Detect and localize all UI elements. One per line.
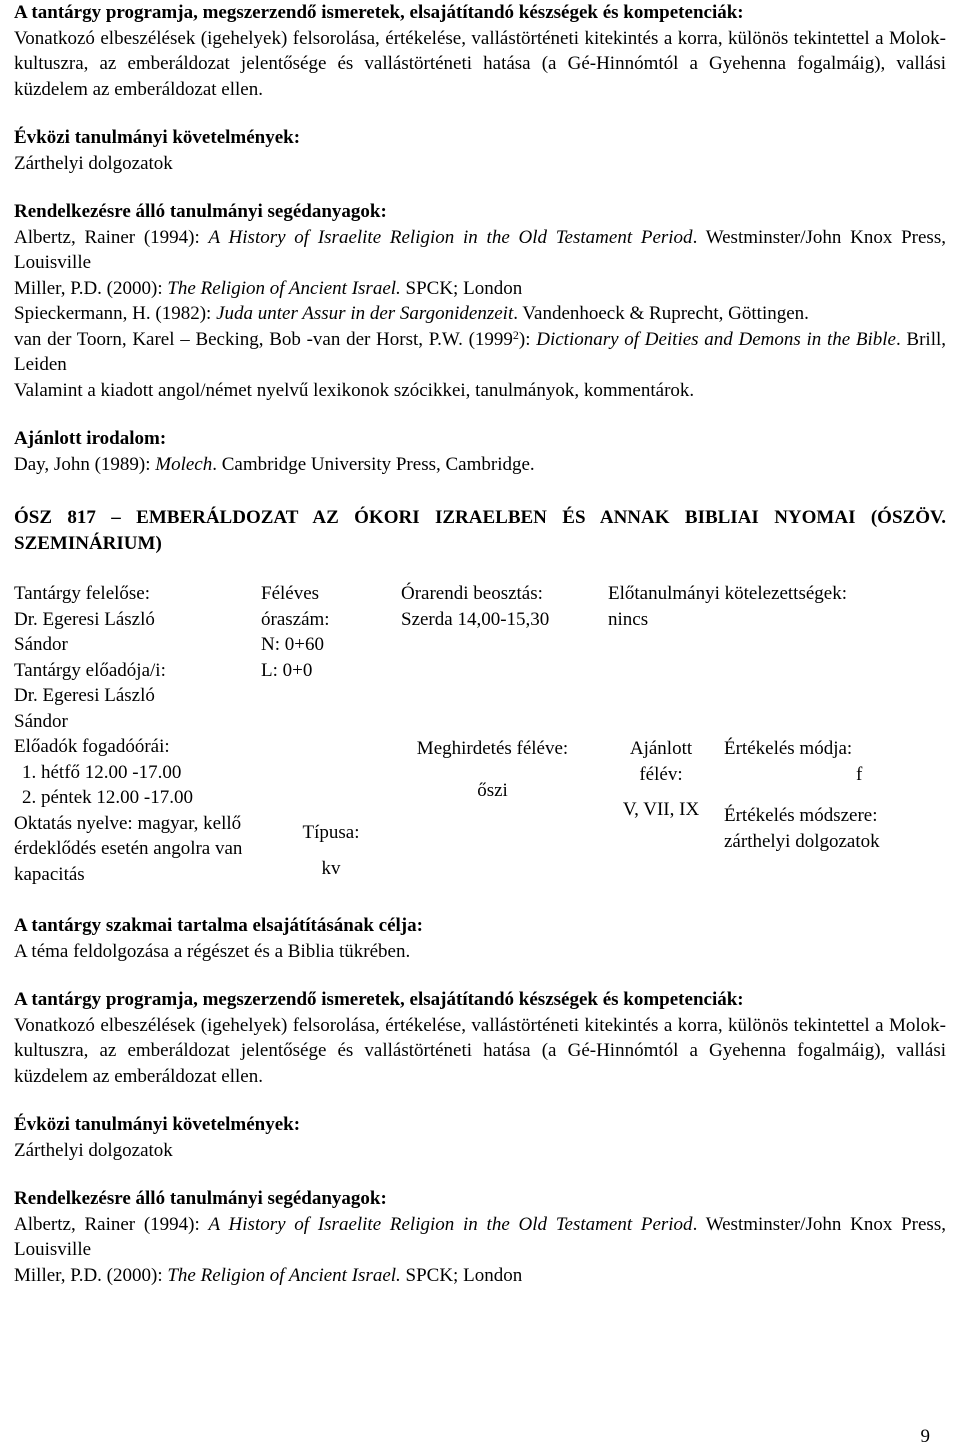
announce-label: Meghirdetés féléve:: [416, 738, 569, 759]
office-hours-1: 1. hétfő 12.00 -17.00: [22, 761, 182, 783]
office-hours-2: 2. péntek 12.00 -17.00: [22, 787, 193, 808]
program-text: Vonatkozó elbeszélések (igehelyek) felsorolása, értékelése, vallástörténeti kitekintés a korra, különös tekintettel a Molok-kultuszra, az emberáldozat jelentősége és vallástörténeti hatása (a Gé-Hinnómtól a Gyehenna fogalmáig), vallási küzdelem az emberáldozat ellen.: [14, 1014, 946, 1087]
program-heading: A tantárgy programja, megszerzendő ismeretek, elsajátítandó készségek és kompetenciák:: [14, 2, 744, 23]
hours-n: N: 0+60: [261, 634, 324, 655]
schedule-value: Szerda 14,00-15,30: [401, 608, 550, 630]
type-value: kv: [321, 857, 341, 879]
document-page: [14, 0, 946, 1288]
hours-l: L: 0+0: [261, 659, 313, 681]
goal-text: A téma feldolgozása a régészet és a Biblia tükrében.: [14, 940, 411, 962]
lecturer-name: Dr. Egeresi László Sándor: [14, 685, 155, 732]
announce-value: őszi: [477, 779, 508, 801]
requirements-heading: Évközi tanulmányi követelmények:: [14, 127, 301, 148]
materials-heading: Rendelkezésre álló tanulmányi segédanyagok:: [14, 1188, 387, 1209]
eval-method-label: Értékelés módszere:: [724, 805, 878, 826]
reference-item: Miller, P.D. (2000): The Religion of Ancient Israel. SPCK; London: [14, 1264, 523, 1286]
prerequisites-label: Előtanulmányi kötelezettségek:: [608, 583, 848, 604]
goal-heading: A tantárgy szakmai tartalma elsajátításának célja:: [14, 915, 423, 936]
reference-item: Albertz, Rainer (1994): A History of Israelite Religion in the Old Testament Period. Westminster/John Knox Press, Louisville: [14, 226, 946, 273]
course-title: ÓSZ 817 – EMBERÁLDOZAT AZ ÓKORI IZRAELBEN ÉS ANNAK BIBLIAI NYOMAI (ÓSZÖV. SZEMINÁRIUM): [14, 507, 946, 554]
reference-item: van der Toorn, Karel – Becking, Bob -van der Horst, P.W. (1999$^2$): Dictionary of Deities and Demons in the Bible. Brill, Leiden: [14, 327, 947, 375]
lecturer-label: Tantárgy előadója/i:: [14, 659, 166, 681]
requirements-text: Zárthelyi dolgozatok: [14, 1139, 173, 1161]
reference-item: Valamint a kiadott angol/német nyelvű lexikonok szócikkei, tanulmányok, kommentárok.: [14, 379, 695, 401]
schedule-label: Órarendi beosztás:: [401, 583, 543, 604]
prerequisites-value: nincs: [608, 608, 649, 630]
hours-label: Féléves óraszám:: [261, 583, 330, 630]
reference-item: Spieckermann, H. (1982): Juda unter Assur in der Sargonidenzeit. Vandenhoeck & Ruprecht, Göttingen.: [14, 303, 809, 324]
program-heading: A tantárgy programja, megszerzendő ismeretek, elsajátítandó készségek és kompetenciák:: [14, 989, 744, 1010]
recommended-semester-value: V, VII, IX: [622, 799, 700, 820]
responsible-name: Dr. Egeresi László Sándor: [14, 608, 155, 655]
office-hours-label: Előadók fogadóórái:: [14, 736, 170, 757]
requirements-text: Zárthelyi dolgozatok: [14, 152, 173, 174]
type-label: Típusa:: [302, 822, 360, 843]
eval-mode-label: Értékelés módja:: [724, 738, 853, 759]
recommended-semester-label: Ajánlott félév:: [629, 738, 693, 785]
course-info-table: [14, 581, 946, 887]
eval-method-value: zárthelyi dolgozatok: [724, 830, 880, 852]
program-text: Vonatkozó elbeszélések (igehelyek) felsorolása, értékelése, vallástörténeti kitekintés a korra, különös tekintettel a Molok-kultuszra, az emberáldozat jelentősége és vallástörténeti hatása (a Gé-Hinnómtól a Gyehenna fogalmáig), vallási küzdelem az emberáldozat ellen.: [14, 27, 946, 100]
materials-heading: Rendelkezésre álló tanulmányi segédanyagok:: [14, 201, 387, 222]
reference-item: Albertz, Rainer (1994): A History of Israelite Religion in the Old Testament Period. Westminster/John Knox Press, Louisville: [14, 1213, 946, 1260]
eval-mode-value: f: [856, 763, 863, 785]
language: Oktatás nyelve: magyar, kellő érdeklődés esetén angolra van kapacitás: [14, 812, 243, 885]
requirements-heading: Évközi tanulmányi követelmények:: [14, 1114, 301, 1135]
recommended-item: Day, John (1989): Molech. Cambridge University Press, Cambridge.: [14, 453, 535, 475]
recommended-heading: Ajánlott irodalom:: [14, 428, 167, 449]
reference-item: Miller, P.D. (2000): The Religion of Ancient Israel. SPCK; London: [14, 277, 523, 299]
page-number: 9: [920, 1426, 930, 1447]
responsible-label: Tantárgy felelőse:: [14, 583, 151, 604]
